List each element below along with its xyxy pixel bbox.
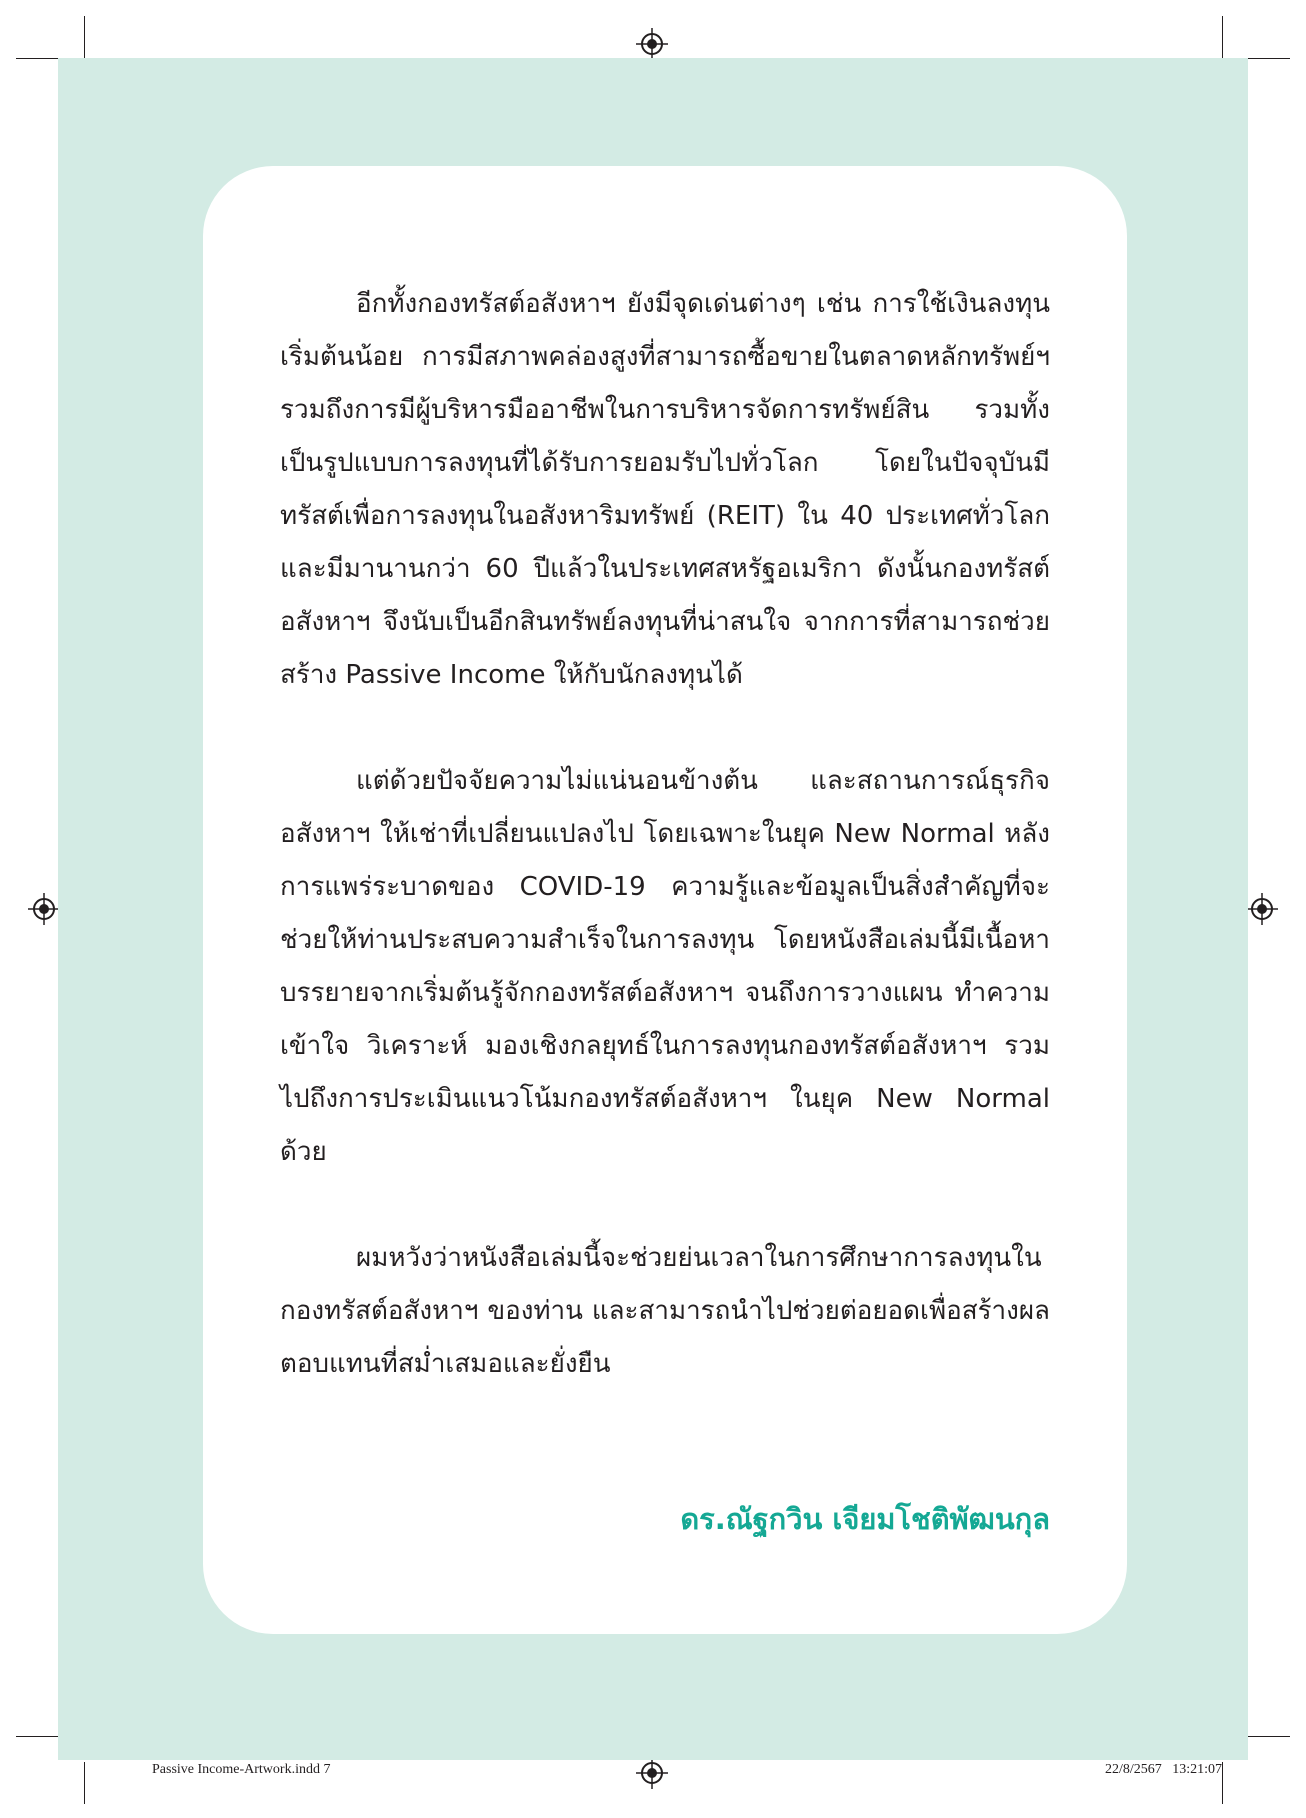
footer-date-label: 22/8/2567 13:21:07 (1104, 1762, 1222, 1777)
body-text (280, 278, 1050, 1444)
crop-mark (1248, 58, 1290, 59)
author-signature: ดร.ณัฐกวิน เจียมโชติพัฒนกุล (680, 1502, 1050, 1536)
registration-mark-icon (28, 893, 60, 925)
crop-mark (1222, 1762, 1223, 1804)
paragraph: อีกทั้งกองทรัสต์อสังหาฯ ยังมีจุดเด่นต่างๆ เช่น การใช้เงินลงทุนเริ่มต้นน้อย การมีสภาพคล่องสูงที่สามารถซื้อขายในตลาดหลักทรัพย์ฯ รวมถึงการมีผู้บริหารมืออาชีพในการบริหารจัดการทรัพย์สิน รวมทั้งเป็นรูปแบบการลงทุนที่ได้รับการยอมรับไปทั่วโลก โดยในปัจจุบันมีทรัสต์เพื่อการลงทุนในอสังหาริมทรัพย์ (REIT) ใน 40 ประเทศทั่วโลก และมีมานานกว่า 60 ปีแล้วในประเทศสหรัฐอเมริกา ดังนั้นกองทรัสต์อสังหาฯ จึงนับเป็นอีกสินทรัพย์ลงทุนที่น่าสนใจ จากการที่สามารถช่วยสร้าง Passive Income ให้กับนักลงทุนได้ (280, 289, 1050, 690)
footer-file-label: Passive Income-Artwork.indd 7 (152, 1762, 331, 1777)
crop-mark (84, 1762, 85, 1804)
paragraph: แต่ด้วยปัจจัยความไม่แน่นอนข้างต้น และสถานการณ์ธุรกิจอสังหาฯ ให้เช่าที่เปลี่ยนแปลงไป โดยเฉพาะในยุค New Normal หลังการแพร่ระบาดของ COVID-19 ความรู้และข้อมูลเป็นสิ่งสำคัญที่จะช่วยให้ท่านประสบความสำเร็จในการลงทุน โดยหนังสือเล่มนี้มีเนื้อหาบรรยายจากเริ่มต้นรู้จักกองทรัสต์อสังหาฯ จนถึงการวางแผน ทำความเข้าใจ วิเคราะห์ มองเชิงกลยุทธ์ในการลงทุนกองทรัสต์อสังหาฯ รวมไปถึงการประเมินแนวโน้มกองทรัสต์อสังหาฯ ในยุค New Normal ด้วย (280, 766, 1050, 1167)
registration-mark-icon (1246, 893, 1278, 925)
registration-mark-icon (636, 1757, 668, 1789)
crop-mark (84, 16, 85, 58)
crop-mark (16, 58, 58, 59)
registration-mark-icon (636, 28, 668, 60)
crop-mark (1222, 16, 1223, 58)
crop-mark (16, 1736, 58, 1737)
crop-mark (1248, 1736, 1290, 1737)
paragraph: ผมหวังว่าหนังสือเล่มนี้จะช่วยย่นเวลาในการศึกษาการลงทุนในกองทรัสต์อสังหาฯ ของท่าน และสามารถนำไปช่วยต่อยอดเพื่อสร้างผลตอบแทนที่สม่ำเสมอและยั่งยืน (280, 1243, 1050, 1379)
